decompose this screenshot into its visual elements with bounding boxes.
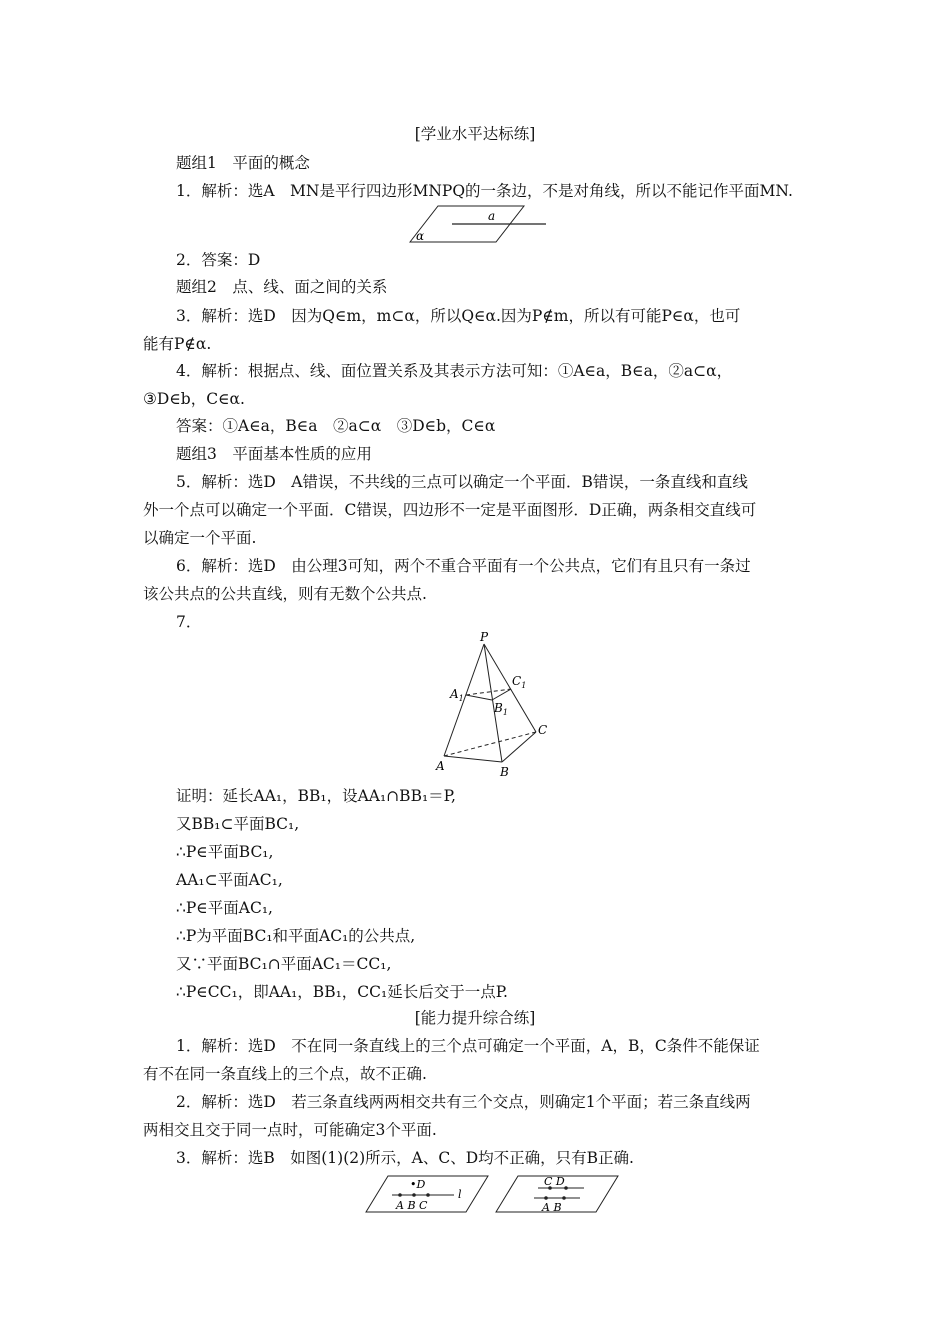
q5-line1: 5．解析：选D A错误，不共线的三点可以确定一个平面．B错误，一条直线和直线 (176, 473, 748, 491)
q2-text: 2．答案：D (176, 251, 261, 269)
q7-label: 7． (176, 613, 202, 631)
fig3-left-l: l (458, 1188, 462, 1201)
proof-line-3: ∴P∈平面BC₁, (176, 843, 274, 861)
fig3-left-D: •D (410, 1178, 426, 1191)
q5-line3: 以确定一个平面. (143, 529, 257, 547)
proof-line-5: ∴P∈平面AC₁, (176, 899, 273, 917)
group1-title: 题组1 平面的概念 (176, 154, 310, 172)
label-B: B (500, 765, 509, 779)
fig3-left-ABC: A B C (396, 1199, 428, 1212)
label-A: A (436, 759, 445, 773)
q4-line1: 4．解析：根据点、线、面位置关系及其表示方法可知：①A∈a，B∈a，②a⊂α， (176, 362, 733, 380)
group3-title: 题组3 平面基本性质的应用 (176, 445, 372, 463)
section-title-advanced: [能力提升综合练] (414, 1009, 536, 1027)
proof-line-4: AA₁⊂平面AC₁, (176, 871, 283, 889)
s2-q1-line1: 1．解析：选D 不在同一条直线上的三个点可确定一个平面，A，B，C条件不能保证 (176, 1037, 760, 1055)
label-A1: $A_1$ (450, 687, 464, 703)
proof-line-1: 证明：延长AA₁，BB₁，设AA₁∩BB₁＝P, (176, 787, 456, 805)
fig1-label-a: a (488, 209, 496, 223)
plane-figure-1 (400, 202, 560, 246)
s2-q3-text: 3．解析：选B 如图(1)(2)所示，A、C、D均不正确，只有B正确. (176, 1149, 634, 1167)
label-P: P (480, 630, 489, 644)
proof-line-6: ∴P为平面BC₁和平面AC₁的公共点, (176, 927, 416, 945)
fig1-label-alpha: α (416, 229, 425, 243)
q3-line2: 能有P∉α. (143, 335, 212, 353)
group2-title: 题组2 点、线、面之间的关系 (176, 278, 388, 296)
proof-line-8: ∴P∈CC₁，即AA₁，BB₁，CC₁延长后交于一点P. (176, 983, 508, 1001)
s2-q2-line1: 2．解析：选D 若三条直线两两相交共有三个交点，则确定1个平面；若三条直线两 (176, 1093, 751, 1111)
fig3-right-CD: C D (544, 1175, 565, 1188)
q4-answer: 答案：①A∈a，B∈a ②a⊂α ③D∈b，C∈α (176, 417, 496, 435)
fig3-right-AB: A B (542, 1201, 562, 1214)
plane-figure-left (362, 1172, 492, 1216)
q6-line2: 该公共点的公共直线，则有无数个公共点. (143, 585, 427, 603)
q5-line2: 外一个点可以确定一个平面．C错误，四边形不一定是平面图形．D正确，两条相交直线可 (143, 501, 757, 519)
s2-q2-line2: 两相交且交于同一点时，可能确定3个平面. (143, 1121, 437, 1139)
label-C: C (538, 723, 548, 737)
s2-q1-line2: 有不在同一条直线上的三个点，故不正确. (143, 1065, 427, 1083)
q4-line2: ③D∈b，C∈α. (143, 390, 245, 408)
q3-line1: 3．解析：选D 因为Q∈m，m⊂α，所以Q∈α.因为P∉m，所以有可能P∈α，也可 (176, 307, 741, 325)
proof-line-2: 又BB₁⊂平面BC₁, (176, 815, 300, 833)
q6-line1: 6．解析：选D 由公理3可知，两个不重合平面有一个公共点，它们有且只有一条过 (176, 557, 751, 575)
q1-text: 1．解析：选A MN是平行四边形MNPQ的一条边，不是对角线，所以不能记作平面MN. (176, 182, 793, 200)
section-title-basic: [学业水平达标练] (414, 125, 536, 143)
label-C1: $C_1$ (512, 674, 527, 690)
proof-line-7: 又∵平面BC₁∩平面AC₁＝CC₁, (176, 955, 392, 973)
frustum-figure (432, 632, 562, 782)
label-B1: $B_1$ (494, 701, 508, 717)
plane-figure-right (492, 1172, 622, 1216)
